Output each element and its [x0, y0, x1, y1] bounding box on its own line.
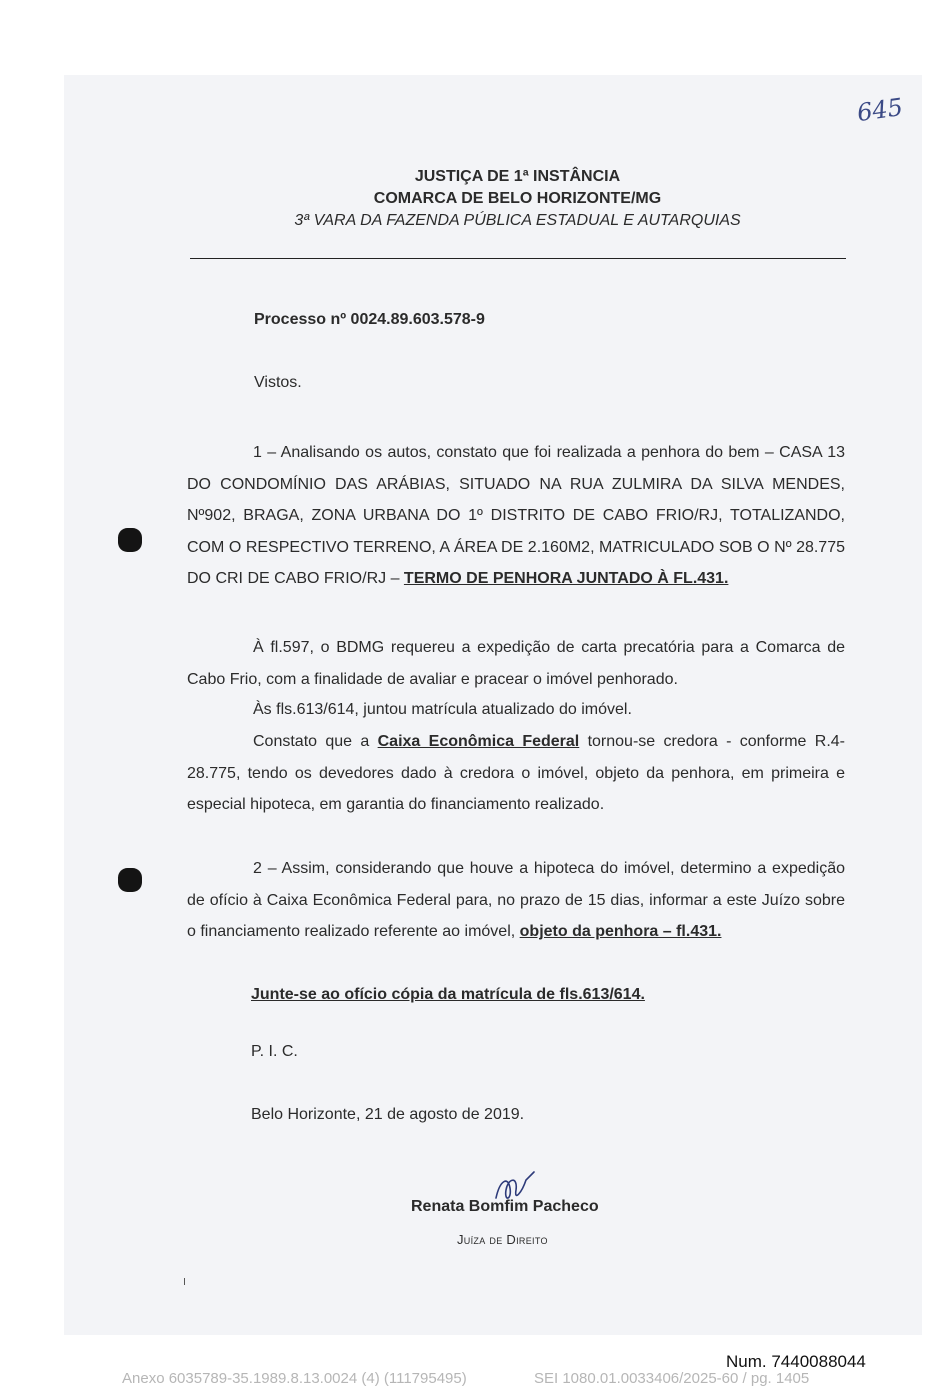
paragraph-4	[187, 726, 845, 821]
vistos-heading: Vistos.	[254, 374, 302, 391]
pic-closing: P. I. C.	[251, 1043, 298, 1060]
paragraph-5-emphasis: objeto da penhora – fl.431.	[519, 923, 722, 940]
paragraph-6-text: Junte-se ao ofício cópia da matrícula de fls.613/614.	[251, 986, 645, 1003]
punch-hole-bottom	[118, 868, 142, 892]
paragraph-2	[187, 632, 845, 695]
paragraph-4-emphasis: Caixa Econômica Federal	[377, 733, 580, 750]
header-divider	[190, 258, 846, 259]
place-and-date: Belo Horizonte, 21 de agosto de 2019.	[251, 1106, 525, 1123]
judge-title: Juíza de Direito	[457, 1232, 548, 1247]
process-number: Processo nº 0024.89.603.578-9	[254, 311, 485, 328]
document-number: Num. 7440088044	[726, 1352, 866, 1371]
paragraph-3-text: Às fls.613/614, juntou matrícula atualizado do imóvel.	[253, 701, 632, 718]
scan-mark	[184, 1278, 185, 1285]
paragraph-5-text: 2 – Assim, considerando que houve a hipoteca do imóvel, determino a expedição de ofício à Caixa Econômica Federal para, no prazo de 15 dias, informar a este Juízo sobre o financiamento realizado referente ao imóvel,	[187, 860, 845, 940]
header-court-level: JUSTIÇA DE 1ª INSTÂNCIA	[414, 168, 621, 185]
paragraph-2-text: À fl.597, o BDMG requereu a expedição de carta precatória para a Comarca de Cabo Frio, com a finalidade de avaliar e pracear o imóvel penhorado.	[187, 639, 845, 688]
paragraph-4-text-before: Constato que a	[253, 733, 370, 750]
punch-hole-top	[118, 528, 142, 552]
footer-sei-reference: SEI 1080.01.0033406/2025-60 / pg. 1405	[534, 1370, 810, 1387]
footer-annex-reference: Anexo 6035789-35.1989.8.13.0024 (4) (111795495)	[122, 1370, 467, 1387]
header-district: COMARCA DE BELO HORIZONTE/MG	[373, 190, 662, 207]
paragraph-5	[187, 853, 845, 948]
judge-name: Renata Bomfim Pacheco	[411, 1198, 599, 1215]
paragraph-4-text-after: tornou-se credora - conforme R.4-28.775, tendo os devedores dado à credora o imóvel, objeto da penhora, em primeira e especial hipoteca, em garantia do financiamento realizado.	[187, 733, 845, 813]
paragraph-1	[187, 437, 845, 595]
paragraph-1-emphasis: TERMO DE PENHORA JUNTADO À FL.431.	[403, 570, 729, 587]
header-court-division: 3ª VARA DA FAZENDA PÚBLICA ESTADUAL E AUTARQUIAS	[294, 212, 741, 229]
handwritten-page-number: 645	[855, 92, 905, 128]
paragraph-3	[253, 694, 853, 726]
paragraph-1-text: 1 – Analisando os autos, constato que foi realizada a penhora do bem – CASA 13 DO CONDOMÍNIO DAS ARÁBIAS, SITUADO NA RUA ZULMIRA DA SILVA MENDES, Nº902, BRAGA, ZONA URBANA DO 1º DISTRITO DE CABO FRIO/RJ, TOTALIZANDO, COM O RESPECTIVO TERRENO, A ÁREA DE 2.160M2, MATRICULADO SOB O Nº 28.775 DO CRI DE CABO FRIO/RJ –	[187, 444, 845, 587]
paragraph-6	[251, 979, 851, 1011]
